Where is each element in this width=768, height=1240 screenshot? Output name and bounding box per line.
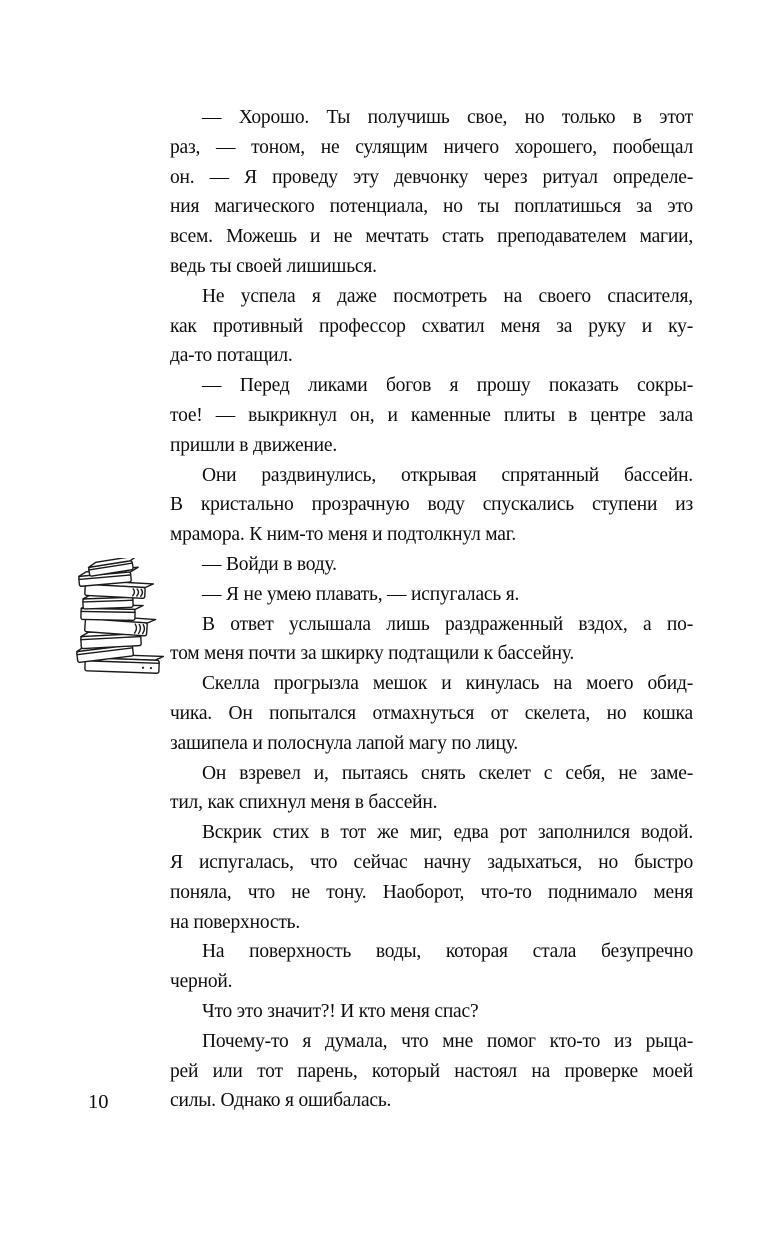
paragraph [170, 103, 693, 282]
text-line: мрамора. К ним-то меня и подтолкнул маг. [170, 524, 517, 546]
text-line: он. — Я проведу эту девчонку через ритуал определе- [170, 166, 693, 188]
paragraph [170, 371, 693, 460]
text-line: — Хорошо. Ты получишь свое, но только в этот [202, 107, 693, 128]
text-line: — Войди в воду. [202, 553, 337, 575]
text-line: Я испугалась, что сейчас начну задыхаться, но быстро [170, 851, 693, 873]
text-line: чика. Он попытался отмахнуться от скелета, но кошка [170, 702, 693, 724]
text-line: В ответ услышала лишь раздраженный вздох, а по- [202, 613, 693, 635]
paragraph [170, 759, 693, 819]
text-line: зашипела и полоснула лапой магу по лицу. [170, 732, 519, 754]
text-line: да-то потащил. [170, 345, 293, 367]
text-line: ния магического потенциала, но ты поплатишься за это [170, 196, 693, 218]
text-line: рей или тот парень, который настоял на проверке моей [170, 1060, 693, 1082]
text-line: Что это значит?! И кто меня спас? [202, 1000, 479, 1022]
paragraph [170, 818, 693, 937]
text-line: тил, как спихнул меня в бассейн. [170, 792, 438, 814]
paragraph [170, 1027, 693, 1116]
text-line: том меня почти за шкирку подтащили к бассейну. [170, 643, 575, 665]
text-line: — Перед ликами богов я прошу показать сокры- [202, 375, 693, 397]
text-line: ведь ты своей лишишься. [170, 255, 377, 277]
text-line: пришли в движение. [170, 434, 337, 456]
text-line: раз, — тоном, не сулящим ничего хорошего, пообещал [170, 136, 693, 158]
text-line: — Я не умею плавать, — испугалась я. [202, 583, 520, 605]
books-icon [73, 558, 167, 677]
text-line: поняла, что не тону. Наоборот, что-то поднимало меня [170, 881, 693, 903]
text-line: На поверхность воды, которая стала безупречно [202, 941, 693, 963]
text-line: Вскрик стих в тот же миг, едва рот заполнился водой. [202, 822, 693, 844]
paragraph [170, 282, 693, 371]
paragraph [170, 580, 693, 610]
text-line: Скелла прогрызла мешок и кинулась на моего обид- [202, 673, 693, 695]
page-number: 10 [88, 1091, 109, 1113]
text-block [170, 103, 693, 1116]
paragraph [170, 461, 693, 550]
text-line: силы. Однако я ошибалась. [170, 1090, 392, 1112]
stack-of-books-illustration [73, 558, 167, 677]
text-line: В кристально прозрачную воду спускались ступени из [170, 494, 693, 516]
paragraph [170, 937, 693, 997]
text-line: на поверхность. [170, 911, 301, 933]
text-line: Они раздвинулись, открывая спрятанный бассейн. [202, 464, 693, 486]
text-line: тое! — выкрикнул он, и каменные плиты в центре зала [170, 404, 693, 426]
text-line: как противный профессор схватил меня за руку и ку- [170, 315, 693, 337]
text-line: Не успела я даже посмотреть на своего спасителя, [202, 285, 693, 307]
paragraph [170, 669, 693, 758]
text-line: всем. Можешь и не мечтать стать преподавателем магии, [170, 226, 693, 248]
paragraph [170, 550, 693, 580]
paragraph [170, 610, 693, 670]
text-line: черной. [170, 971, 233, 993]
paragraph [170, 997, 693, 1027]
text-line: Почему-то я думала, что мне помог кто-то из рыца- [202, 1030, 693, 1052]
text-line: Он взревел и, пытаясь снять скелет с себя, не заме- [202, 762, 693, 784]
